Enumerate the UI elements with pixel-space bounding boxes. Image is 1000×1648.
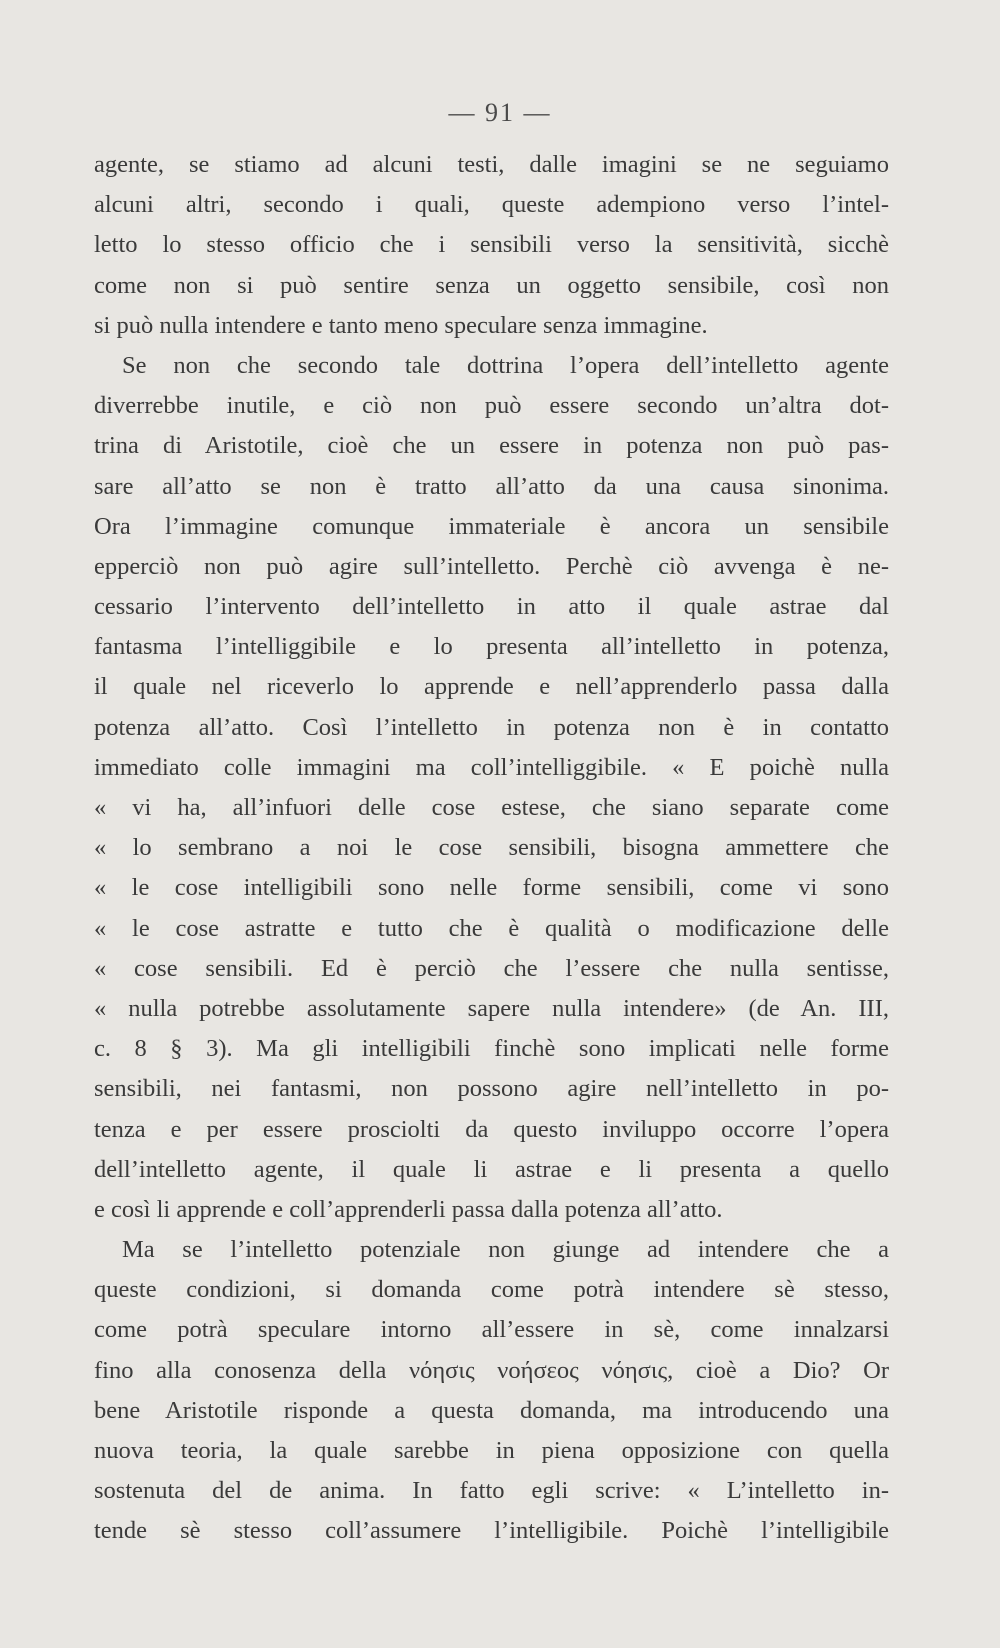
text-line: dell’intelletto agente, il quale li astrae e li presenta a quello: [94, 1155, 889, 1183]
text-line: come potrà speculare intorno all’essere in sè, come innalzarsi: [94, 1316, 889, 1344]
text-line: come non si può sentire senza un oggetto sensibile, così non: [94, 271, 889, 299]
text-line: letto lo stesso officio che i sensibili verso la sensitività, sicchè: [94, 231, 889, 259]
text-line: trina di Aristotile, cioè che un essere in potenza non può pas-: [94, 432, 889, 460]
text-line: tende sè stesso coll’assumere l’intelligibile. Poichè l’intelligibile: [94, 1517, 889, 1545]
text-line: fino alla conosenza della νόησις νοήσεος νόησις, cioè a Dio? Or: [94, 1356, 889, 1384]
text-line: « cose sensibili. Ed è perciò che l’essere che nulla sentisse,: [94, 954, 889, 982]
text-line: e così li apprende e coll’apprenderli passa dalla potenza all’atto.: [94, 1195, 723, 1223]
text-line: Ma se l’intelletto potenziale non giunge ad intendere che a: [122, 1236, 889, 1264]
body-text: [94, 145, 889, 1552]
text-line: agente, se stiamo ad alcuni testi, dalle imagini se ne seguiamo: [94, 151, 889, 178]
text-line: sensibili, nei fantasmi, non possono agire nell’intelletto in po-: [94, 1075, 889, 1103]
text-line: « le cose intelligibili sono nelle forme sensibili, come vi sono: [94, 874, 889, 902]
text-line: queste condizioni, si domanda come potrà intendere sè stesso,: [94, 1276, 889, 1304]
text-line: sostenuta del de anima. In fatto egli scrive: « L’intelletto in-: [94, 1477, 889, 1505]
text-line: « vi ha, all’infuori delle cose estese, che siano separate come: [94, 794, 889, 821]
text-line: « lo sembrano a noi le cose sensibili, bisogna ammettere che: [94, 834, 889, 862]
text-line: cessario l’intervento dell’intelletto in atto il quale astrae dal: [94, 593, 889, 621]
text-line: bene Aristotile risponde a questa domanda, ma introducendo una: [94, 1396, 889, 1424]
text-line: diverrebbe inutile, e ciò non può essere secondo un’altra dot-: [94, 392, 889, 420]
text-line: potenza all’atto. Così l’intelletto in potenza non è in contatto: [94, 713, 889, 741]
text-line: sare all’atto se non è tratto all’atto da una causa sinonima.: [94, 472, 889, 500]
text-line: fantasma l’intelliggibile e lo presenta all’intelletto in potenza,: [94, 633, 889, 661]
text-line: si può nulla intendere e tanto meno speculare senza immagine.: [94, 311, 708, 339]
text-line: Se non che secondo tale dottrina l’opera dell’intelletto agente: [122, 351, 889, 379]
text-line: nuova teoria, la quale sarebbe in piena opposizione con quella: [94, 1437, 889, 1464]
text-line: il quale nel riceverlo lo apprende e nell’apprenderlo passa dalla: [94, 673, 889, 701]
text-line: Ora l’immagine comunque immateriale è ancora un sensibile: [94, 512, 889, 540]
text-line: epperciò non può agire sull’intelletto. Perchè ciò avvenga è ne-: [94, 552, 889, 580]
text-line: c. 8 § 3). Ma gli intelligibili finchè sono implicati nelle forme: [94, 1035, 889, 1063]
text-line: tenza e per essere prosciolti da questo inviluppo occorre l’opera: [94, 1115, 889, 1143]
text-line: immediato colle immagini ma coll’intelliggibile. « E poichè nulla: [94, 753, 889, 781]
text-line: alcuni altri, secondo i quali, queste adempiono verso l’intel-: [94, 191, 889, 219]
page-number: — 91 —: [448, 98, 552, 127]
text-line: « nulla potrebbe assolutamente sapere nulla intendere» (de An. III,: [94, 994, 889, 1022]
text-line: « le cose astratte e tutto che è qualità o modificazione delle: [94, 914, 889, 942]
